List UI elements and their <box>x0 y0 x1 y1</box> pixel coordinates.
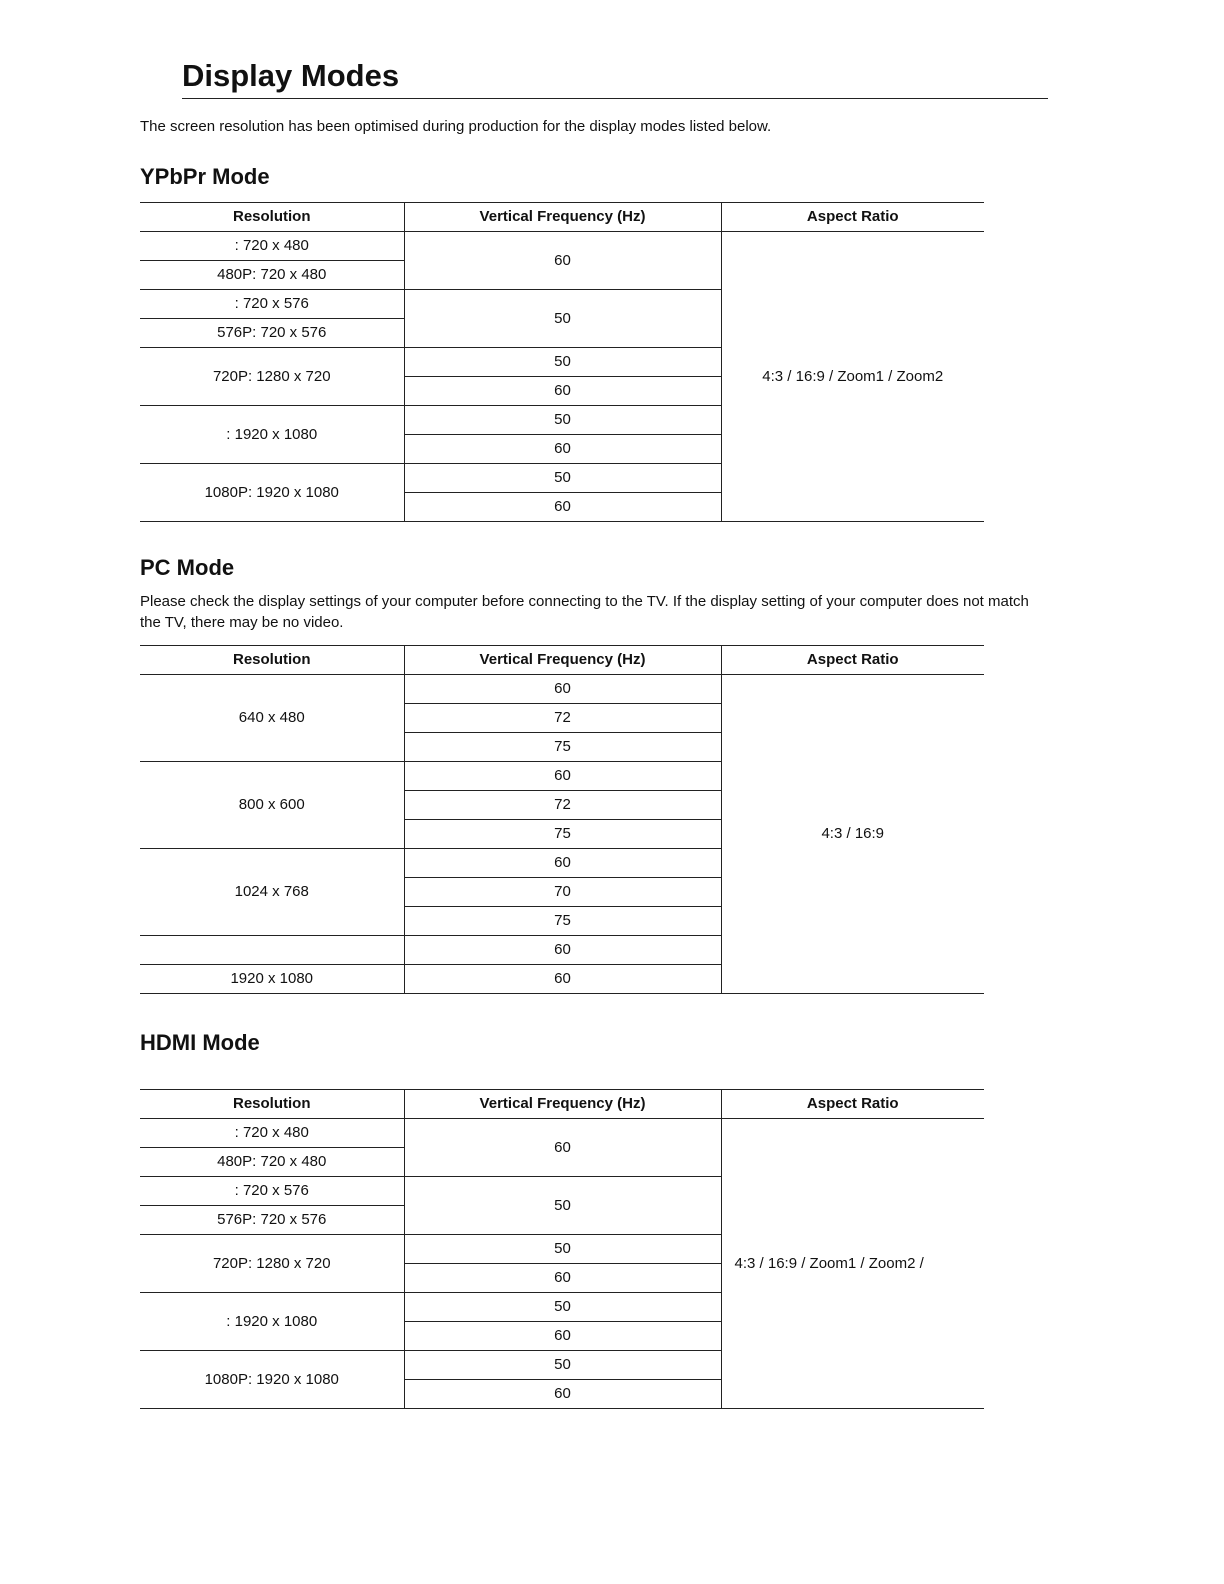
frequency-cell: 60 <box>404 965 721 994</box>
frequency-cell: 60 <box>404 1380 721 1409</box>
resolution-cell: 1080P: 1920 x 1080 <box>140 464 404 522</box>
aspect-header: Aspect Ratio <box>721 646 984 675</box>
resolution-cell: 1024 x 768 <box>140 849 404 936</box>
resolution-cell: 576P: 720 x 576 <box>140 319 404 348</box>
frequency-cell: 60 <box>404 1264 721 1293</box>
pc-heading: PC Mode <box>140 555 235 580</box>
table-header-row <box>140 203 984 232</box>
hdmi-table <box>140 1089 984 1409</box>
frequency-cell: 50 <box>404 406 721 435</box>
resolution-header: Resolution <box>140 203 404 232</box>
resolution-cell: 720P: 1280 x 720 <box>140 348 404 406</box>
frequency-cell: 70 <box>404 878 721 907</box>
table-row <box>140 675 984 704</box>
resolution-cell: : 720 x 576 <box>140 1177 404 1206</box>
frequency-cell: 50 <box>404 464 721 493</box>
table-row <box>140 232 984 261</box>
resolution-cell: : 1920 x 1080 <box>140 406 404 464</box>
resolution-cell: : 720 x 480 <box>140 232 404 261</box>
resolution-cell: : 1920 x 1080 <box>140 1293 404 1351</box>
frequency-cell: 60 <box>404 936 721 965</box>
resolution-cell: 1920 x 1080 <box>140 965 404 994</box>
frequency-cell: 60 <box>404 493 721 522</box>
pc-table <box>140 645 984 994</box>
hdmi-heading: HDMI Mode <box>140 1030 260 1055</box>
table-header-row <box>140 646 984 675</box>
frequency-cell: 60 <box>404 1322 721 1351</box>
ypbpr-table <box>140 202 984 522</box>
resolution-cell: : 720 x 480 <box>140 1119 404 1148</box>
ypbpr-heading: YPbPr Mode <box>140 164 270 189</box>
aspect-ratio-cell: 4:3 / 16:9 <box>721 675 984 994</box>
aspect-header: Aspect Ratio <box>721 1090 984 1119</box>
resolution-cell: 480P: 720 x 480 <box>140 1148 404 1177</box>
frequency-cell: 60 <box>404 762 721 791</box>
resolution-cell: 720P: 1280 x 720 <box>140 1235 404 1293</box>
table-header-row <box>140 1090 984 1119</box>
resolution-header: Resolution <box>140 1090 404 1119</box>
frequency-cell: 50 <box>404 1293 721 1322</box>
frequency-cell: 72 <box>404 791 721 820</box>
frequency-cell: 75 <box>404 733 721 762</box>
frequency-cell: 60 <box>404 849 721 878</box>
resolution-cell: : 720 x 576 <box>140 290 404 319</box>
frequency-cell: 50 <box>404 348 721 377</box>
frequency-cell: 60 <box>404 675 721 704</box>
aspect-header: Aspect Ratio <box>721 203 984 232</box>
resolution-cell: 640 x 480 <box>140 675 404 762</box>
page-title: Display Modes <box>182 56 1048 99</box>
frequency-cell: 50 <box>404 290 721 348</box>
resolution-cell <box>140 936 404 965</box>
pc-description: Please check the display settings of your computer before connecting to the TV. If the display setting of your computer does not match the TV, there may be no video. <box>140 593 1029 631</box>
resolution-header: Resolution <box>140 646 404 675</box>
resolution-cell: 576P: 720 x 576 <box>140 1206 404 1235</box>
aspect-ratio-cell: 4:3 / 16:9 / Zoom1 / Zoom2 / <box>721 1119 984 1409</box>
frequency-header: Vertical Frequency (Hz) <box>404 1090 721 1119</box>
frequency-header: Vertical Frequency (Hz) <box>404 203 721 232</box>
resolution-cell: 1080P: 1920 x 1080 <box>140 1351 404 1409</box>
frequency-header: Vertical Frequency (Hz) <box>404 646 721 675</box>
frequency-cell: 50 <box>404 1235 721 1264</box>
aspect-ratio-cell: 4:3 / 16:9 / Zoom1 / Zoom2 <box>721 232 984 522</box>
frequency-cell: 72 <box>404 704 721 733</box>
frequency-cell: 75 <box>404 907 721 936</box>
frequency-cell: 60 <box>404 435 721 464</box>
frequency-cell: 50 <box>404 1351 721 1380</box>
resolution-cell: 480P: 720 x 480 <box>140 261 404 290</box>
resolution-cell: 800 x 600 <box>140 762 404 849</box>
frequency-cell: 75 <box>404 820 721 849</box>
frequency-cell: 60 <box>404 232 721 290</box>
frequency-cell: 50 <box>404 1177 721 1235</box>
frequency-cell: 60 <box>404 377 721 406</box>
frequency-cell: 60 <box>404 1119 721 1177</box>
intro-text: The screen resolution has been optimised during production for the display modes listed below. <box>140 118 772 135</box>
table-row <box>140 1119 984 1148</box>
